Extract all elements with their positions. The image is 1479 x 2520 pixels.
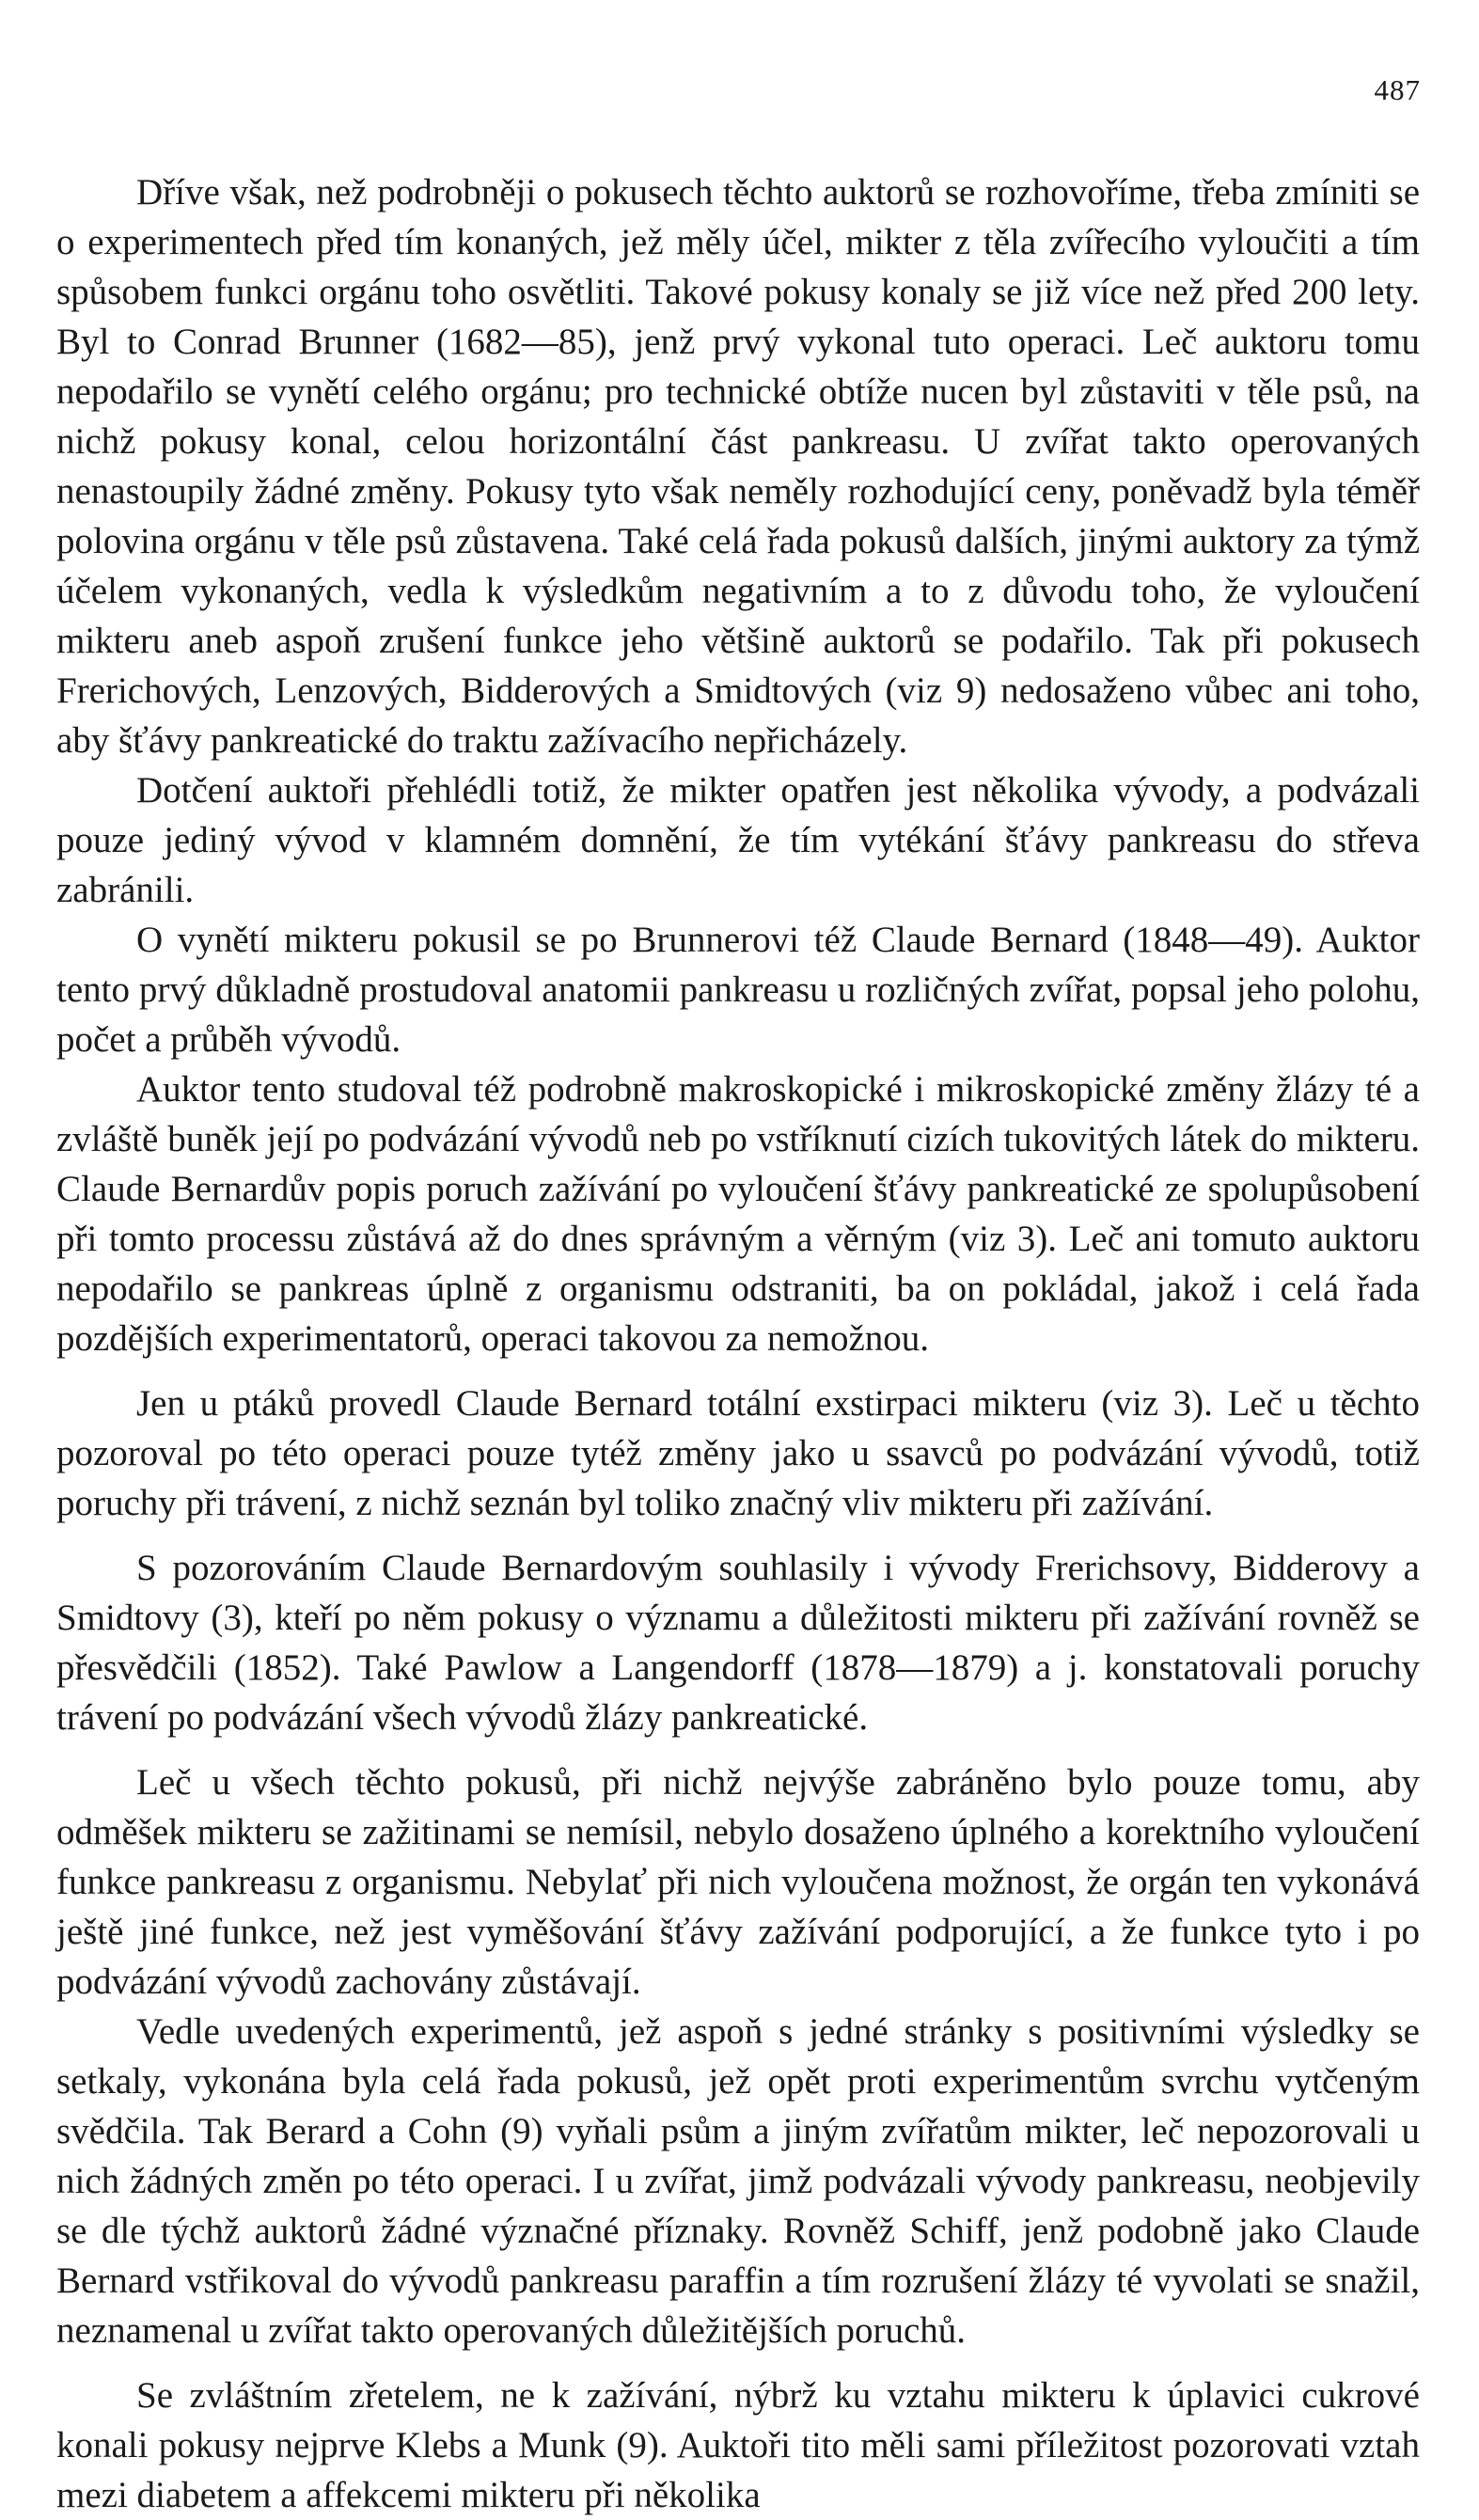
page-number: 487 [1374,73,1421,106]
paragraph-5: Jen u ptáků provedl Claude Bernard totální exstirpaci mikteru (viz 3). Leč u těchto pozoroval po této operaci pouze tytéž změny jako u ssavců po podvázání vývodů, totiž poruchy při trávení, z nichž seznán byl toliko značný vliv mikteru při zažívání. [56,1383,1420,1523]
paragraph-7: Leč u všech těchto pokusů, při nichž nejvýše zabráněno bylo pouze tomu, aby odměšek mikteru se zažitinami se nemísil, nebylo dosaženo úplného a korektního vyloučení funkce pankreasu z organismu. Nebylať při nich vyloučena možnost, že orgán ten vykonává ještě jiné funkce, než jest vyměšování šťávy zažívání podporující, a že funkce tyto i po podvázání vývodů zachovány zůstávají. [56,1762,1420,2002]
paragraph-3: O vynětí mikteru pokusil se po Brunnerovi též Claude Bernard (1848—49). Auktor tento prvý důkladně prostudoval anatomii pankreasu u rozličných zvířat, popsal jeho polohu, počet a průběh vývodů. [56,920,1420,1060]
paragraph-1: Dříve však, než podrobněji o pokusech těchto auktorů se rozhovoříme, třeba zmíniti se o experimentech před tím konaných, jež měly účel, mikter z těla zvířecího vyloučiti a tím spůsobem funkci orgánu toho osvětliti. Takové pokusy konaly se již více než před 200 lety. Byl to Conrad Brunner (1682—85), jenž prvý vykonal tuto operaci. Leč auktoru tomu nepodařilo se vynětí celého orgánu; pro technické obtíže nucen byl zůstaviti v těle psů, na nichž pokusy konal, celou horizontální část pankreasu. U zvířat takto operovaných nenastoupily žádné změny. Pokusy tyto však neměly rozhodující ceny, poněvadž byla téměř polovina orgánu v těle psů zůstavena. Také celá řada pokusů dalších, jinými auktory za týmž účelem vykonaných, vedla k výsledkům negativním a to z důvodu toho, že vyloučení mikteru aneb aspoň zrušení funkce jeho většině auktorů se podařilo. Tak při pokusech Frerichových, Lenzových, Bidderových a Smidtových (viz 9) nedosaženo vůbec ani toho, aby šťávy pankreatické do traktu zažívacího nepřicházely. [56,172,1420,761]
paragraph-6: S pozorováním Claude Bernardovým souhlasily i vývody Frerichsovy, Bidderovy a Smidtovy (3), kteří po něm pokusy o významu a důležitosti mikteru při zažívání rovněž se přesvědčili (1852). Také Pawlow a Langendorff (1878—1879) a j. konstatovali poruchy trávení po podvázání všech vývodů žlázy pankreatické. [56,1548,1420,1738]
paragraph-2: Dotčení auktoři přehlédli totiž, že mikter opatřen jest několika vývody, a podvázali pouze jediný vývod v klamném domnění, že tím vytékání šťávy pankreasu do střeva zabránili. [56,770,1420,910]
paragraph-8: Vedle uvedených experimentů, jež aspoň s jedné stránky s positivními výsledky se setkaly, vykonána byla celá řada pokusů, jež opět proti experimentům svrchu vytčeným svědčila. Tak Berard a Cohn (9) vyňali psům a jiným zvířatům mikter, leč nepozorovali u nich žádných změn po této operaci. I u zvířat, jimž podvázali vývody pankreasu, neobjevily se dle týchž auktorů žádné význačné příznaky. Rovněž Schiff, jenž podobně jako Claude Bernard vstřikoval do vývodů pankreasu paraffin a tím rozrušení žlázy té vyvolati se snažil, neznamenal u zvířat takto operovaných důležitějších poruchů. [56,2011,1420,2351]
body-text [56,167,1420,2520]
paragraph-9: Se zvláštním zřetelem, ne k zažívání, nýbrž ku vztahu mikteru k úplavici cukrové konali pokusy nejprve Klebs a Munk (9). Auktoři tito měli sami příležitost pozorovati vztah mezi diabetem a affekcemi mikteru při několika [56,2375,1420,2515]
paragraph-4: Auktor tento studoval též podrobně makroskopické i mikroskopické změny žlázy té a zvláště buněk její po podvázání vývodů neb po vstříknutí cizích tukovitých látek do mikteru. Claude Bernardův popis poruch zažívání po vyloučení šťávy pankreatické ze spolupůsobení při tomto processu zůstává až do dnes správným a věrným (viz 3). Leč ani tomuto auktoru nepodařilo se pankreas úplně z organismu odstraniti, ba on pokládal, jakož i celá řada pozdějších experimentatorů, operaci takovou za nemožnou. [56,1069,1420,1359]
